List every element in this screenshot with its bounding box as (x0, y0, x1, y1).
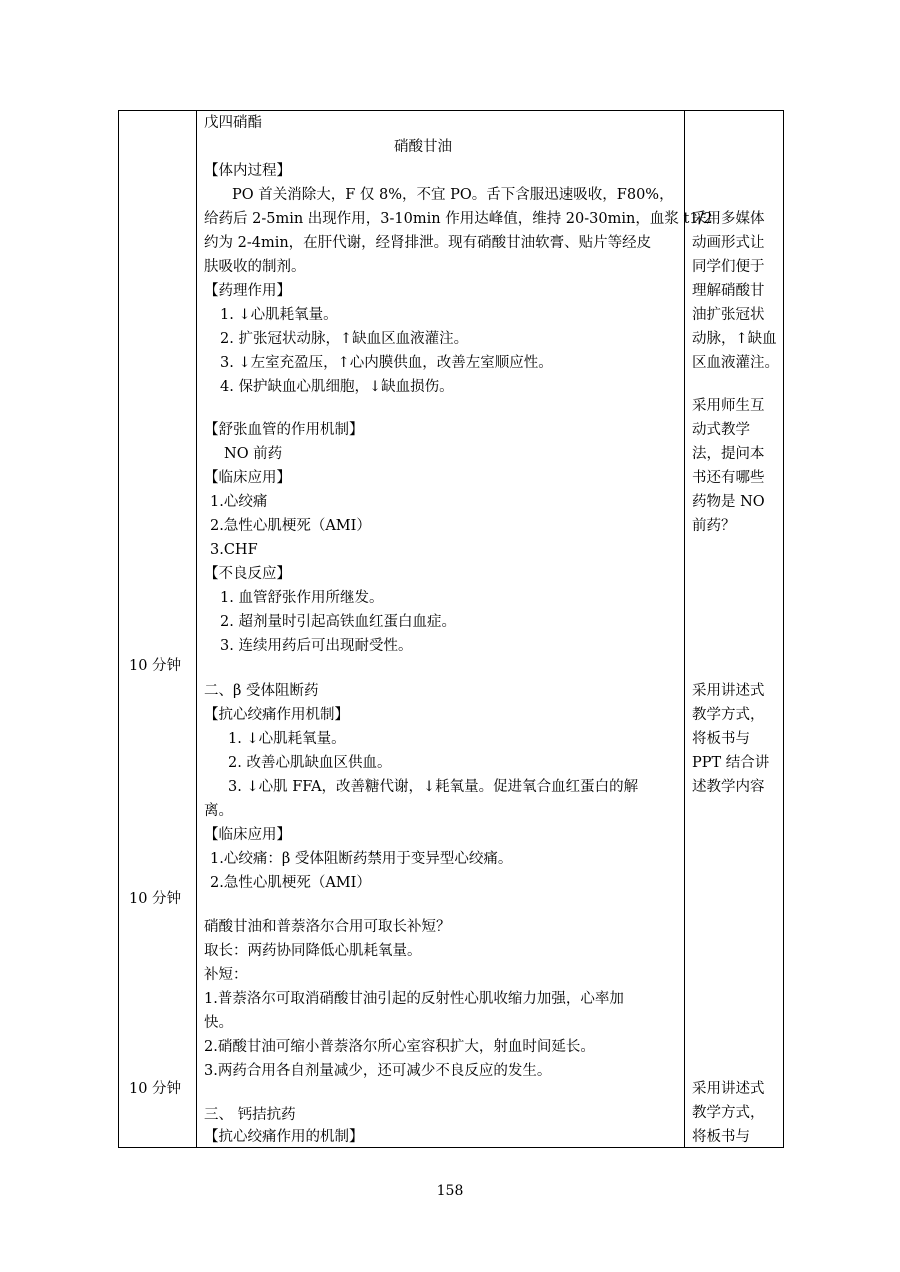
time-label: 10 分钟 (129, 1081, 182, 1097)
teaching-note-line: 区血液灌注。 (692, 355, 779, 371)
teaching-note-line: 油扩张冠状 (692, 307, 765, 323)
combo-line: 1.普萘洛尔可取消硝酸甘油引起的反射性心肌收缩力加强，心率加 (204, 991, 624, 1007)
teaching-note-line: 采用讲述式 (692, 1081, 765, 1097)
beta-mech-item: 1. ↓心肌耗氧量。 (228, 731, 346, 747)
adverse-item: 1. 血管舒张作用所继发。 (220, 590, 384, 606)
teaching-note-line: 教学方式， (692, 1105, 765, 1121)
lesson-table (118, 110, 784, 1148)
beta-clinical-heading: 【临床应用】 (204, 827, 291, 843)
teaching-note-line: 法，提问本 (692, 446, 765, 462)
column-divider-time (196, 111, 197, 1147)
beta-clinical-item: 2.急性心肌梗死（AMI） (210, 875, 371, 891)
pharm-item: 2. 扩张冠状动脉，↑缺血区血液灌注。 (220, 331, 469, 347)
pharm-heading: 【药理作用】 (204, 283, 291, 299)
teaching-note-line: 前药？ (692, 518, 736, 534)
beta-mech-heading: 【抗心绞痛作用机制】 (204, 707, 349, 723)
section-heading: 戊四硝酯 (204, 115, 262, 131)
teaching-note-line: 述教学内容 (692, 779, 765, 795)
column-divider-notes (684, 111, 685, 1147)
clinical-heading: 【临床应用】 (204, 470, 291, 486)
time-label: 10 分钟 (129, 658, 182, 674)
teaching-note-line: 将板书与 (692, 731, 750, 747)
teaching-note-line: 采用讲述式 (692, 683, 765, 699)
clinical-item: 2.急性心肌梗死（AMI） (210, 518, 371, 534)
page-number: 158 (436, 1183, 464, 1199)
teaching-note-line: 同学们便于 (692, 259, 765, 275)
drug-title: 硝酸甘油 (394, 139, 452, 155)
time-label: 10 分钟 (129, 891, 182, 907)
combo-line: 取长：两药协同降低心肌耗氧量。 (204, 943, 422, 959)
adverse-item: 3. 连续用药后可出现耐受性。 (220, 638, 413, 654)
teaching-note-line: 理解硝酸甘 (692, 283, 765, 299)
teaching-note-line: 将板书与 (692, 1129, 750, 1145)
teaching-note-line: 教学方式， (692, 707, 765, 723)
pharm-item: 3. ↓左室充盈压，↑心内膜供血，改善左室顺应性。 (220, 355, 553, 371)
teaching-note-line: 动画形式让 (692, 235, 765, 251)
pk-line: PO 首关消除大，F 仅 8%，不宜 PO。舌下含服迅速吸收，F80%， (232, 187, 674, 203)
ca-heading: 三、 钙拮抗药 (204, 1107, 296, 1123)
pharm-item: 4. 保护缺血心肌细胞，↓缺血损伤。 (220, 379, 454, 395)
beta-clinical-item: 1.心绞痛：β 受体阻断药禁用于变异型心绞痛。 (210, 851, 513, 867)
beta-mech-item: 3. ↓心肌 FFA，改善糖代谢，↓耗氧量。促进氧合血红蛋白的解 (228, 779, 639, 795)
mechanism-text: NO 前药 (224, 446, 283, 462)
clinical-item: 3.CHF (210, 542, 258, 558)
pk-heading: 【体内过程】 (204, 163, 291, 179)
combo-line: 快。 (204, 1015, 233, 1031)
combo-line: 3.两药合用各自剂量减少，还可减少不良反应的发生。 (204, 1063, 552, 1079)
teaching-note-line: 动式教学 (692, 422, 750, 438)
mechanism-heading: 【舒张血管的作用机制】 (204, 422, 364, 438)
beta-mech-item: 离。 (204, 803, 233, 819)
pk-line: 肤吸收的制剂。 (204, 259, 306, 275)
teaching-note-line: 采用师生互 (692, 398, 765, 414)
pharm-item: 1. ↓心肌耗氧量。 (220, 307, 338, 323)
combo-line: 补短： (204, 967, 248, 983)
adverse-heading: 【不良反应】 (204, 566, 291, 582)
combo-line: 2.硝酸甘油可缩小普萘洛尔所心室容积扩大，射血时间延长。 (204, 1039, 595, 1055)
combo-line: 硝酸甘油和普萘洛尔合用可取长补短？ (204, 919, 451, 935)
teaching-note-line: 书还有哪些 (692, 470, 765, 486)
teaching-note-line: 动脉，↑缺血 (692, 331, 777, 347)
pk-line: 给药后 2-5min 出现作用，3-10min 作用达峰值，维持 20-30min，血浆 t1/2 (204, 211, 713, 227)
beta-heading: 二、β 受体阻断药 (204, 683, 319, 699)
teaching-note-line: 药物是 NO (692, 494, 765, 510)
beta-mech-item: 2. 改善心肌缺血区供血。 (228, 755, 392, 771)
adverse-item: 2. 超剂量时引起高铁血红蛋白血症。 (220, 614, 456, 630)
pk-line: 约为 2-4min，在肝代谢，经肾排泄。现有硝酸甘油软膏、贴片等经皮 (204, 235, 652, 251)
teaching-note-line: 采用多媒体 (692, 211, 765, 227)
ca-mech-heading: 【抗心绞痛作用的机制】 (204, 1129, 364, 1145)
clinical-item: 1.心绞痛 (210, 494, 268, 510)
teaching-note-line: PPT 结合讲 (692, 755, 770, 771)
